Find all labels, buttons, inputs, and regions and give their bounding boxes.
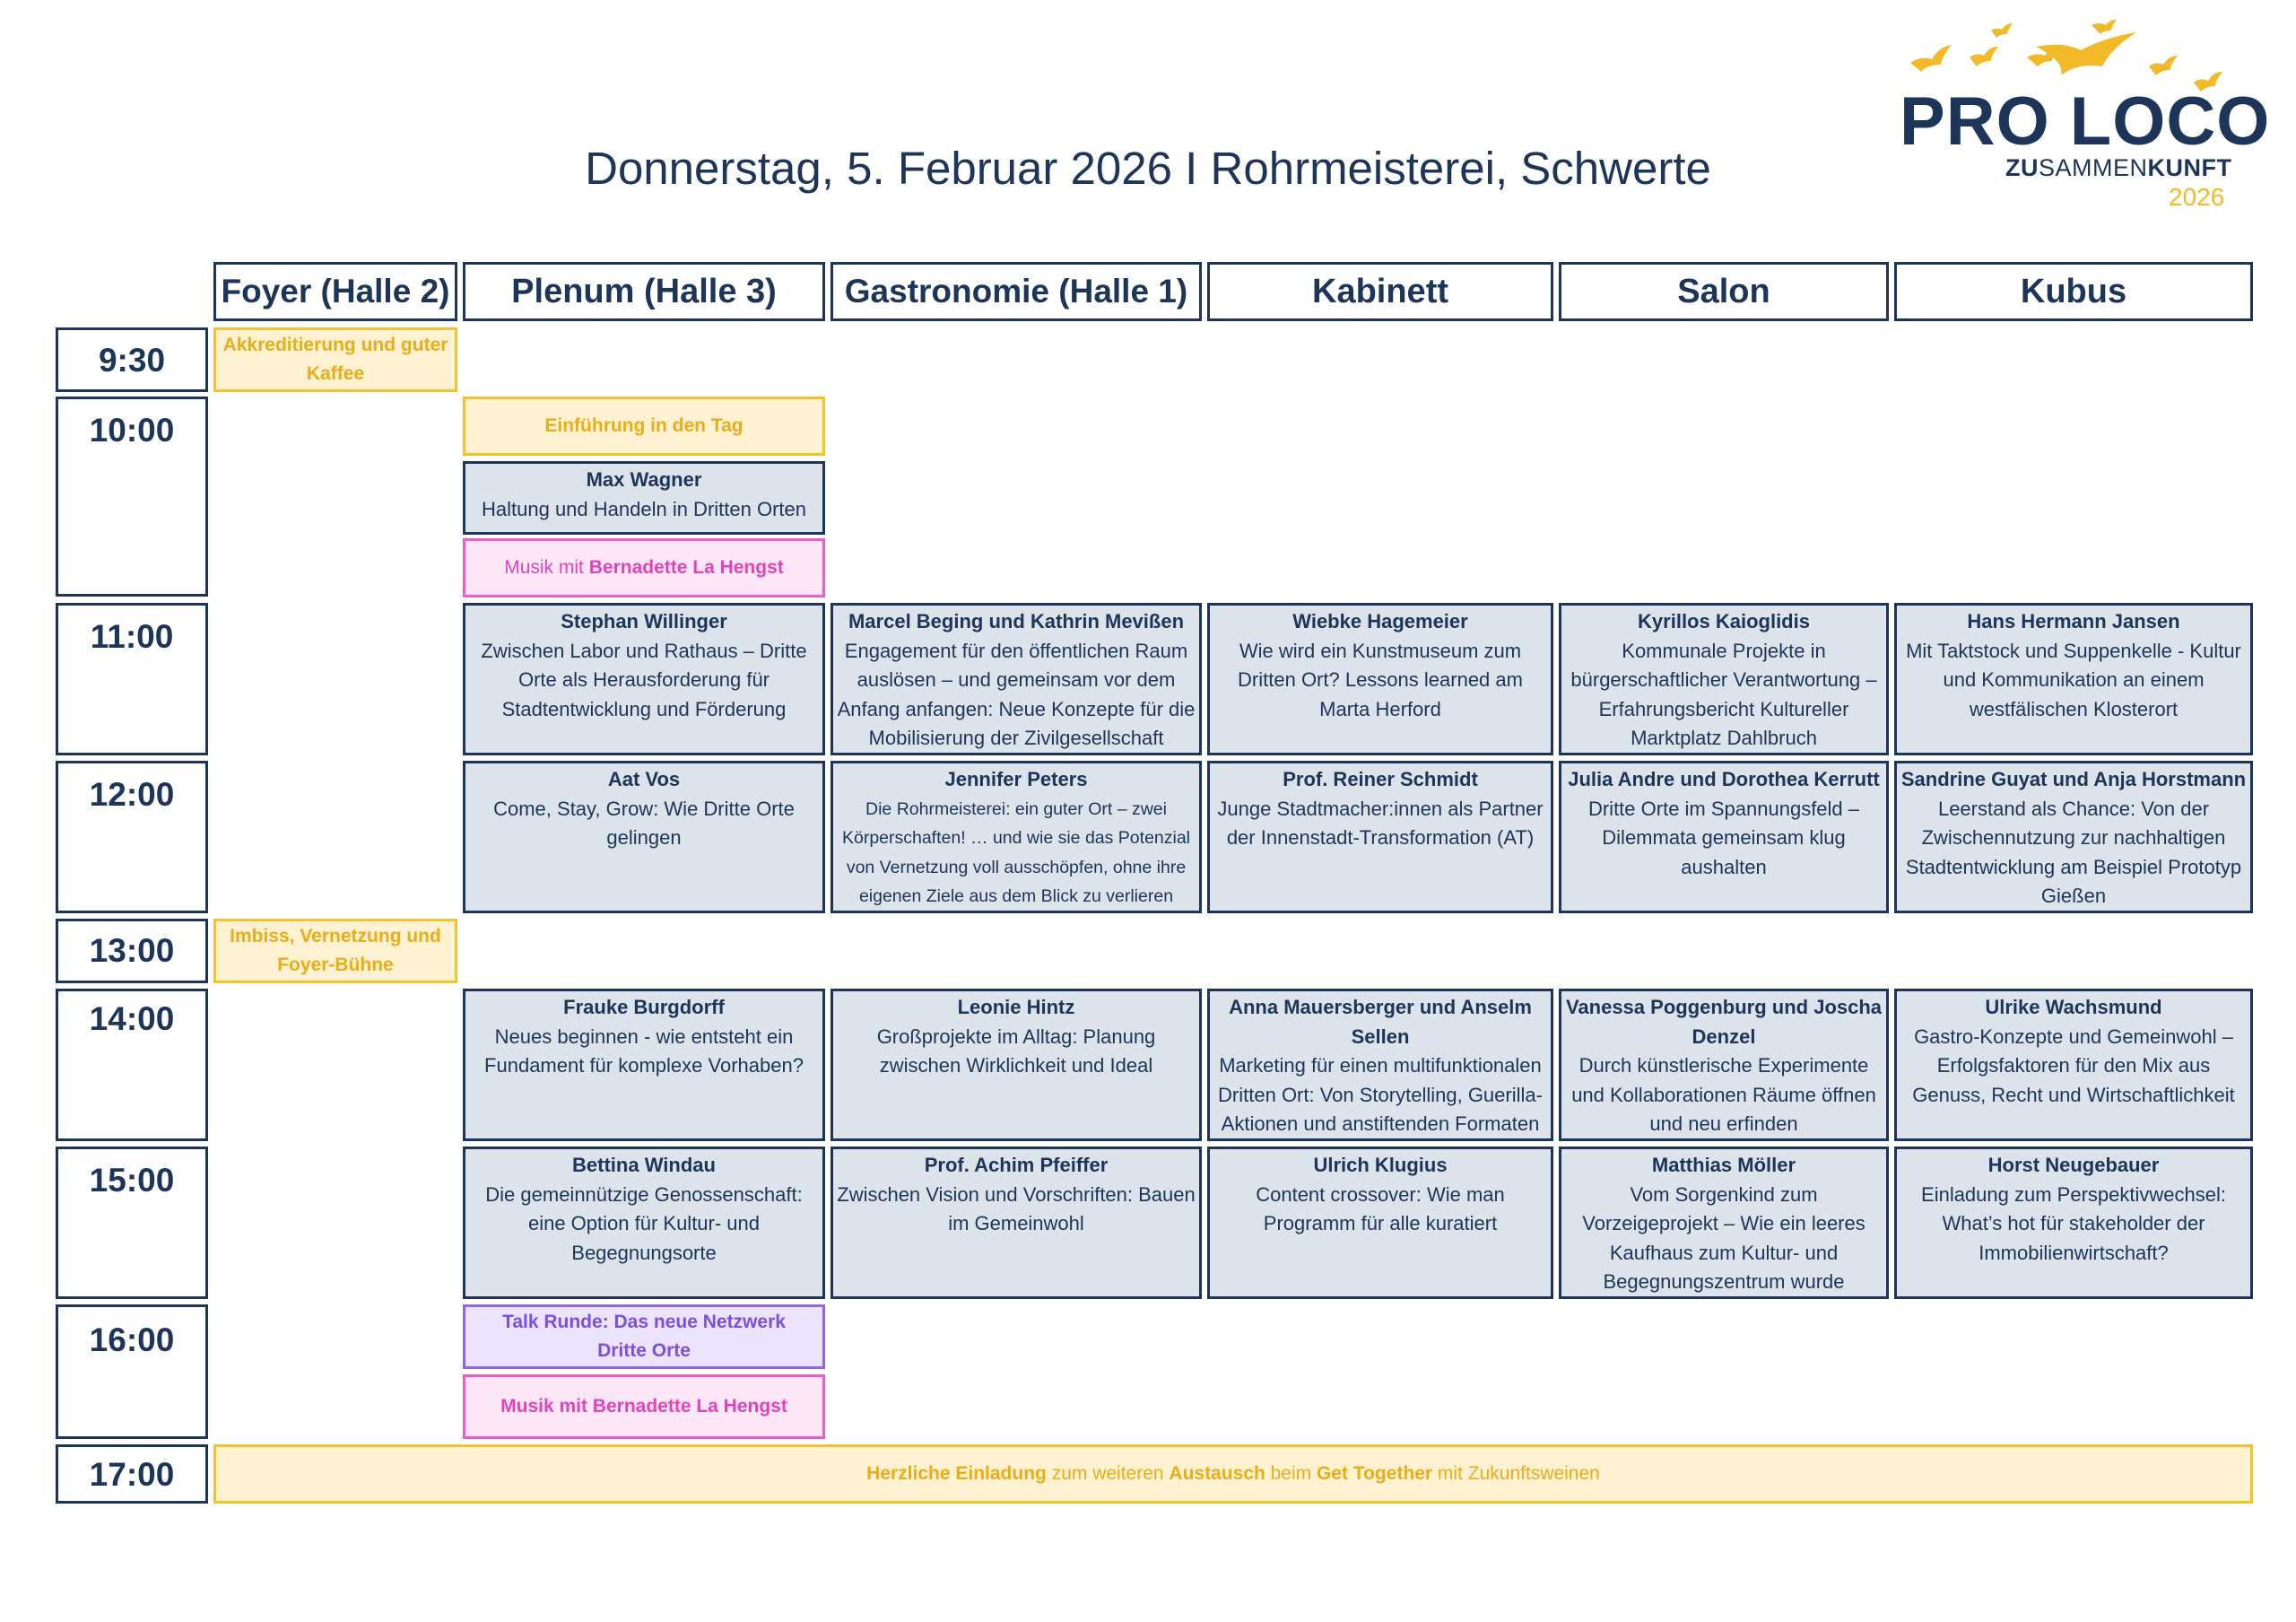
session-1500-kubus	[1894, 1147, 2253, 1299]
session-title: Die Rohrmeisterei: ein guter Ort – zwei Körperschaften! … und wie sie das Potenzial von Vernetzung voll ausschöpfen, ohne ihre eigenen Ziele aus dem Blick zu verlieren	[841, 798, 1191, 906]
session-1100-plenum	[463, 603, 825, 755]
room-header-kabinett: Kabinett	[1207, 262, 1553, 321]
session-title: Leerstand als Chance: Von der Zwischennutzung zur nachhaltigen Stadtentwicklung am Beispiel Prototyp Gießen	[1905, 797, 2242, 907]
session-speaker: Jennifer Peters	[944, 768, 1088, 790]
session-speaker: Ulrike Wachsmund	[1985, 996, 2162, 1018]
room-header-gastronomie: Gastronomie (Halle 1)	[831, 262, 1202, 321]
page-title: Donnerstag, 5. Februar 2026 I Rohrmeisterei, Schwerte	[585, 143, 1711, 194]
session-title: Zwischen Labor und Rathaus – Dritte Orte als Herausforderung für Stadtentwicklung und Förderung	[481, 639, 807, 720]
time-slot-0930: 9:30	[56, 327, 208, 392]
session-title: Einladung zum Perspektivwechsel: What’s hot für stakeholder der Immobilienwirtschaft?	[1921, 1182, 2226, 1264]
session-title: Durch künstlerische Experimente und Kollaborationen Räume öffnen und neu erfinden	[1571, 1054, 1876, 1135]
session-1100-salon	[1559, 603, 1889, 755]
session-1400-gastronomie	[831, 989, 1202, 1141]
logo-wordmark: PRO LOCO	[1900, 83, 2271, 160]
session-title: Kommunale Projekte in bürgerschaftlicher Verantwortung – Erfahrungsbericht Kultureller Marktplatz Dahlbruch	[1570, 639, 1877, 749]
session-title: Wie wird ein Kunstmuseum zum Dritten Ort? Lessons learned am Marta Herford	[1238, 639, 1523, 720]
session-speaker: Marcel Beging und Kathrin Mevißen	[848, 610, 1185, 632]
session-speaker: Leonie Hintz	[957, 996, 1075, 1018]
session-1500-kabinett	[1207, 1147, 1553, 1299]
session-speaker: Kyrillos Kaioglidis	[1638, 610, 1810, 632]
time-slot-1100: 11:00	[56, 603, 208, 755]
logo-subtitle-part1: ZU	[2005, 154, 2039, 181]
session-title: Marketing für einen multifunktionalen Dritten Ort: Von Storytelling, Guerilla-Aktionen und anstiftenden Formaten	[1218, 1054, 1543, 1135]
musik-artist: Bernadette La Hengst	[588, 557, 784, 578]
musik-prefix: Musik mit	[504, 557, 589, 578]
session-speaker: Frauke Burgdorff	[563, 996, 725, 1018]
logo-subtitle-part2: SAMMEN	[2039, 154, 2148, 181]
session-speaker: Matthias Möller	[1651, 1154, 1796, 1176]
session-speaker: Prof. Achim Pfeiffer	[924, 1154, 1109, 1176]
get-together-part2: zum weiteren	[1046, 1463, 1170, 1484]
session-1500-gastronomie	[831, 1147, 1202, 1299]
session-title: Großprojekte im Alltag: Planung zwischen Wirklichkeit und Ideal	[876, 1025, 1156, 1077]
session-speaker: Aat Vos	[607, 768, 681, 790]
get-together-part3: Austausch	[1169, 1463, 1265, 1484]
session-speaker: Ulrich Klugius	[1313, 1154, 1448, 1176]
room-header-plenum: Plenum (Halle 3)	[463, 262, 825, 321]
session-1400-plenum	[463, 989, 825, 1141]
session-1200-kabinett	[1207, 761, 1553, 913]
get-together-part4: beim	[1265, 1463, 1317, 1484]
time-slot-1700: 17:00	[56, 1444, 208, 1504]
session-speaker: Wiebke Hagemeier	[1292, 610, 1468, 632]
time-slot-1200: 12:00	[56, 761, 208, 913]
session-1500-plenum	[463, 1147, 825, 1299]
get-together-banner	[213, 1444, 2253, 1504]
session-title: Neues beginnen - wie entsteht ein Fundament für komplexe Vorhaben?	[484, 1025, 804, 1077]
session-title: Vom Sorgenkind zum Vorzeigeprojekt – Wie ein leeres Kaufhaus zum Kultur- und Begegnungszentrum wurde	[1582, 1182, 1866, 1293]
session-1200-plenum	[463, 761, 825, 913]
session-title: Mit Taktstock und Suppenkelle - Kultur und Kommunikation an einem westfälischen Klosterort	[1906, 639, 2241, 720]
get-together-part1: Herzliche Einladung	[866, 1463, 1047, 1484]
session-1200-salon	[1559, 761, 1889, 913]
session-title: Haltung und Handeln in Dritten Orten	[482, 497, 806, 520]
session-title: Zwischen Vision und Vorschriften: Bauen im Gemeinwohl	[837, 1182, 1196, 1234]
session-speaker: Horst Neugebauer	[1987, 1154, 2160, 1176]
session-1200-gastronomie	[831, 761, 1202, 913]
imbiss-block: Imbiss, Vernetzung und Foyer-Bühne	[213, 919, 457, 983]
session-title: Junge Stadtmacher:innen als Partner der Innenstadt-Transformation (AT)	[1217, 797, 1544, 849]
get-together-part6: mit Zukunftsweinen	[1432, 1463, 1600, 1484]
room-header-foyer: Foyer (Halle 2)	[213, 262, 457, 321]
session-1100-gastronomie	[831, 603, 1202, 755]
session-title: Content crossover: Wie man Programm für alle kuratiert	[1256, 1182, 1505, 1234]
time-slot-1400: 14:00	[56, 989, 208, 1141]
einfuehrung-block: Einführung in den Tag	[463, 397, 825, 456]
session-title: Come, Stay, Grow: Wie Dritte Orte gelingen	[493, 797, 795, 849]
time-slot-1300: 13:00	[56, 919, 208, 983]
session-speaker: Prof. Reiner Schmidt	[1283, 768, 1478, 790]
session-speaker: Bettina Windau	[572, 1154, 716, 1176]
session-title: Dritte Orte im Spannungsfeld – Dilemmata gemeinsam klug aushalten	[1587, 797, 1860, 878]
session-speaker: Max Wagner	[586, 468, 702, 491]
session-1400-kubus	[1894, 989, 2253, 1141]
session-title: Engagement für den öffentlichen Raum auslösen – und gemeinsam vor dem Anfang anfangen: Neue Konzepte für die Mobilisierung der Zivilgesellschaft	[837, 639, 1196, 749]
akkreditierung-block: Akkreditierung und guter Kaffee	[213, 327, 457, 392]
session-1200-kubus	[1894, 761, 2253, 913]
session-1400-salon	[1559, 989, 1889, 1141]
session-1100-kabinett	[1207, 603, 1553, 755]
logo-subtitle-part3: KUNFT	[2147, 154, 2232, 181]
session-1100-kubus	[1894, 603, 2253, 755]
session-1500-salon	[1559, 1147, 1889, 1299]
get-together-part5: Get Together	[1316, 1463, 1433, 1484]
session-speaker: Julia Andre und Dorothea Kerrutt	[1568, 768, 1880, 790]
musik-block-2: Musik mit Bernadette La Hengst	[463, 1374, 825, 1439]
session-1400-kabinett	[1207, 989, 1553, 1141]
room-header-kubus: Kubus	[1894, 262, 2253, 321]
time-slot-1600: 16:00	[56, 1304, 208, 1439]
room-header-salon: Salon	[1559, 262, 1889, 321]
musik-block-1	[463, 538, 825, 597]
session-title: Die gemeinnützige Genossenschaft: eine Option für Kultur- und Begegnungsorte	[485, 1182, 803, 1264]
time-slot-1500: 15:00	[56, 1147, 208, 1299]
session-speaker: Vanessa Poggenburg und Joscha Denzel	[1565, 996, 1883, 1048]
get-together-text	[866, 1463, 1600, 1485]
session-title: Gastro-Konzepte und Gemeinwohl – Erfolgsfaktoren für den Mix aus Genuss, Recht und Wirtschaftlichkeit	[1912, 1025, 2235, 1106]
logo-year: 2026	[2169, 183, 2225, 211]
talk-runde-block: Talk Runde: Das neue Netzwerk Dritte Orte	[463, 1304, 825, 1369]
session-speaker: Anna Mauersberger und Anselm Sellen	[1229, 996, 1532, 1048]
time-slot-1000: 10:00	[56, 397, 208, 597]
session-speaker: Stephan Willinger	[561, 610, 727, 632]
keynote-session	[463, 461, 825, 535]
session-speaker: Sandrine Guyat und Anja Horstmann	[1900, 768, 2247, 790]
session-speaker: Hans Hermann Jansen	[1967, 610, 2180, 632]
